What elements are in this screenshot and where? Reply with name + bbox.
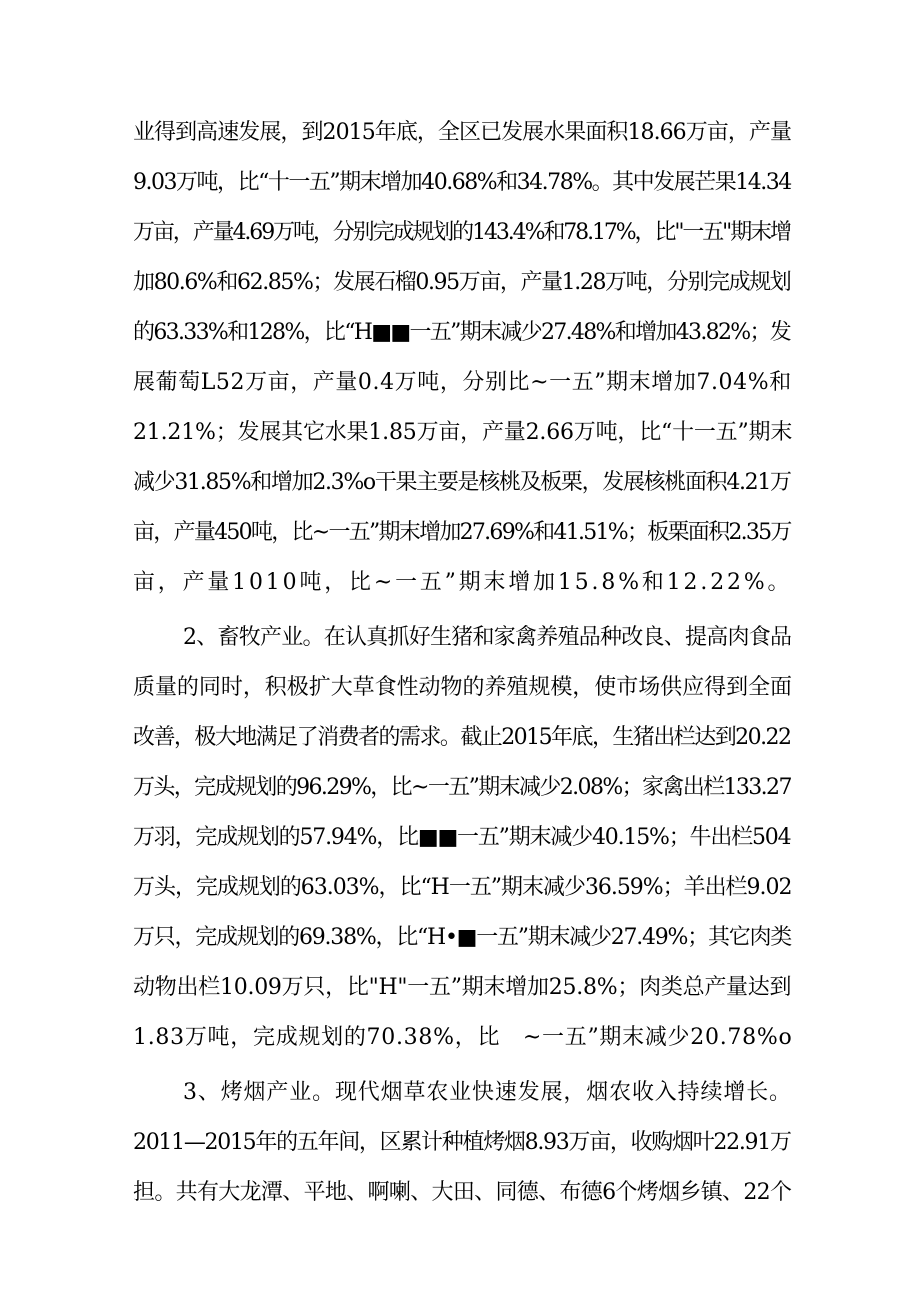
- text-line: 亩，产量450吨，比~一五”期末增加27.69%和41.51%；板栗面积2.35万: [133, 520, 791, 545]
- text-line: 万亩，产量4.69万吨，分别完成规划的143.4%和78.17%，比"一五"期末增: [133, 220, 790, 245]
- text-line: 展葡萄L52万亩，产量0.4万吨，分别比~一五”期末增加7.04%和: [133, 370, 792, 395]
- text-line: 的63.33%和128%，比“H■■一五”期末减少27.48%和增加43.82%；发: [133, 320, 791, 345]
- text-line: 担。共有大龙潭、平地、啊喇、大田、同德、布德6个烤烟乡镇、22个: [133, 1180, 792, 1205]
- text-line: 亩，产量1010吨，比~一五”期末增加15.8%和12.22%。: [133, 570, 793, 595]
- text-line: 加80.6%和62.85%；发展石榴0.95万亩，产量1.28万吨，分别完成规划: [133, 270, 791, 295]
- text-line: 万只，完成规划的69.38%，比“H•■一五”期末减少27.49%；其它肉类: [133, 925, 791, 950]
- text-line: 万头，完成规划的96.29%，比~一五”期末减少2.08%；家禽出栏133.27: [133, 775, 791, 800]
- text-line: 2011—2015年的五年间，区累计种植烤烟8.93万亩，收购烟叶22.91万: [133, 1130, 791, 1155]
- text-line: 改善，极大地满足了消费者的需求。截止2015年底，生猪出栏达到20.22: [133, 725, 791, 750]
- text-line: 21.21%；发展其它水果1.85万亩，产量2.66万吨，比“十一五”期末: [133, 420, 793, 445]
- text-line: 3、烤烟产业。现代烟草农业快速发展，烟农收入持续增长。: [183, 1080, 792, 1105]
- text-line: 业得到高速发展，到2015年底，全区已发展水果面积18.66万亩，产量: [133, 120, 792, 145]
- text-line: 1.83万吨，完成规划的70.38%，比 ~一五”期末减少20.78%o: [133, 1025, 793, 1050]
- text-line: 质量的同时，积极扩大草食性动物的养殖规模，使市场供应得到全面: [133, 675, 792, 700]
- text-line: 万头，完成规划的63.03%，比“H一五”期末减少36.59%；羊出栏9.02: [133, 875, 792, 900]
- text-line: 9.03万吨，比“十一五”期末增加40.68%和34.78%。其中发展芒果14.34: [133, 170, 791, 195]
- text-line: 减少31.85%和增加2.3%o干果主要是核桃及板栗，发展核桃面积4.21万: [133, 470, 791, 495]
- text-line: 动物出栏10.09万只，比"H"一五”期末增加25.8%；肉类总产量达到: [133, 975, 792, 1000]
- text-line: 2、畜牧产业。在认真抓好生猪和家禽养殖品种改良、提高肉食品: [183, 625, 792, 650]
- text-line: 万羽，完成规划的57.94%，比■■一五”期末减少40.15%；牛出栏504: [133, 825, 791, 850]
